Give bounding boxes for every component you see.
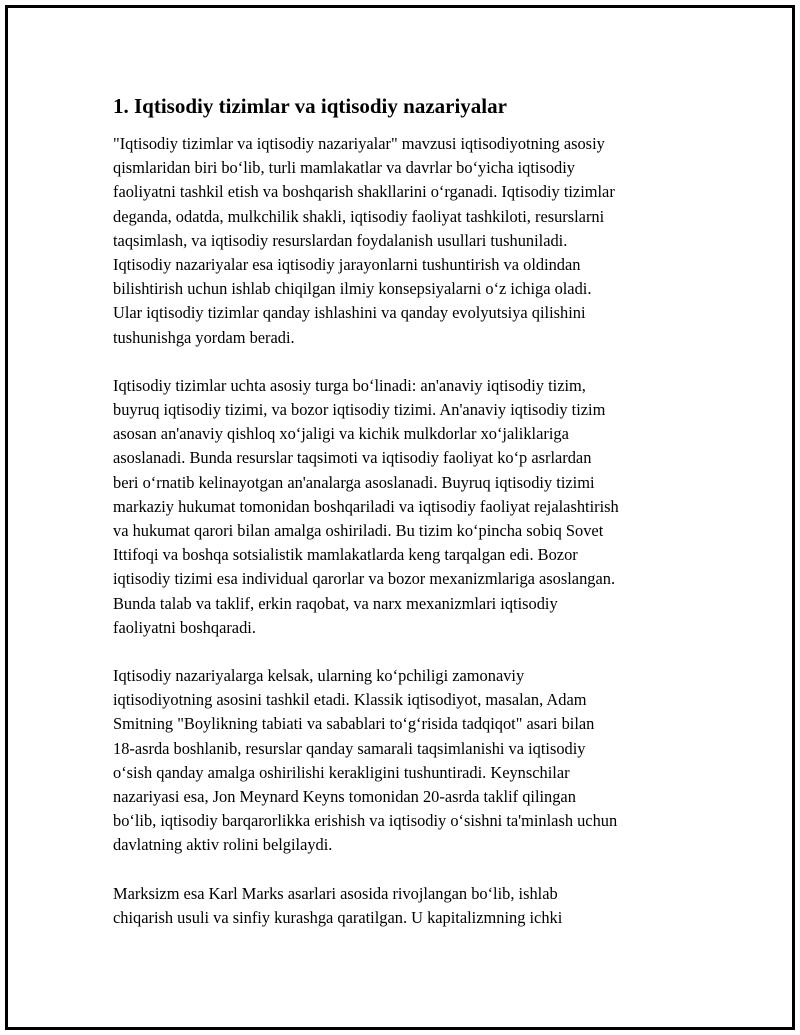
text-line: bo‘lib, iqtisodiy barqarorlikka erishish va iqtisodiy o‘sishni ta'minlash uchun [113, 811, 618, 831]
paragraph [113, 132, 688, 350]
text-line: "Iqtisodiy tizimlar va iqtisodiy nazariyalar" mavzusi iqtisodiyotning asosiy [113, 134, 605, 153]
text-line: Marksizm esa Karl Marks asarlari asosida rivojlangan bo‘lib, ishlab [113, 883, 558, 903]
text-line: markaziy hukumat tomonidan boshqariladi va iqtisodiy faoliyat rejalashtirish [113, 496, 619, 516]
text-line: Ular iqtisodiy tizimlar qanday ishlashini va qanday evolyutsiya qilishini [113, 303, 586, 323]
text-line: Iqtisodiy tizimlar uchta asosiy turga bo‘linadi: an'anaviy iqtisodiy tizim, [113, 375, 586, 395]
text-line: bilishtirish uchun ishlab chiqilgan ilmiy konsepsiyalarni o‘z ichiga oladi. [113, 279, 592, 299]
text-line: qismlaridan biri bo‘lib, turli mamlakatlar va davrlar bo‘yicha iqtisodiy [113, 158, 576, 178]
text-line: davlatning aktiv rolini belgilaydi. [113, 835, 333, 855]
text-line: Smitning "Boylikning tabiati va sabablari to‘g‘risida tadqiqot" asari bilan [113, 714, 595, 734]
paragraph [113, 374, 688, 640]
paragraph [113, 882, 688, 930]
text-line: buyruq iqtisodiy tizimi, va bozor iqtisodiy tizimi. An'anaviy iqtisodiy tizim [113, 400, 606, 420]
text-line: faoliyatni boshqaradi. [113, 617, 256, 637]
text-line: Ittifoqi va boshqa sotsialistik mamlakatlarda keng tarqalgan edi. Bozor [113, 545, 578, 565]
text-line: beri o‘rnatib kelinayotgan an'analarga asoslanadi. Buyruq iqtisodiy tizimi [113, 472, 595, 492]
text-line: 18-asrda boshlanib, resurslar qanday samarali taqsimlanishi va iqtisodiy [113, 738, 586, 758]
text-line: asoslanadi. Bunda resurslar taqsimoti va iqtisodiy faoliyat ko‘p asrlardan [113, 448, 592, 468]
paragraphs-container [113, 132, 688, 930]
text-line: va hukumat qarori bilan amalga oshiriladi. Bu tizim ko‘pincha sobiq Sovet [113, 521, 604, 541]
text-line: chiqarish usuli va sinfiy kurashga qaratilgan. U kapitalizmning ichki [113, 907, 563, 927]
text-line: taqsimlash, va iqtisodiy resurslardan foydalanish usullari tushuniladi. [113, 230, 568, 250]
section-title: 1. Iqtisodiy tizimlar va iqtisodiy nazariyalar [113, 94, 507, 118]
text-line: iqtisodiyotning asosini tashkil etadi. Klassik iqtisodiyot, masalan, Adam [113, 690, 587, 710]
text-line: Iqtisodiy nazariyalarga kelsak, ularning ko‘pchiligi zamonaviy [113, 666, 525, 686]
text-line: asosan an'anaviy qishloq xo‘jaligi va kichik mulkdorlar xo‘jaliklariga [113, 424, 569, 444]
document-body [113, 92, 688, 954]
text-line: faoliyatni tashkil etish va boshqarish shakllarini o‘rganadi. Iqtisodiy tizimlar [113, 182, 615, 202]
text-line: Iqtisodiy nazariyalar esa iqtisodiy jarayonlarni tushuntirish va oldindan [113, 255, 581, 275]
paragraph [113, 664, 688, 858]
text-line: iqtisodiy tizimi esa individual qarorlar va bozor mexanizmlariga asoslangan. [113, 569, 616, 589]
text-line: nazariyasi esa, Jon Meynard Keyns tomonidan 20-asrda taklif qilingan [113, 787, 576, 807]
text-line: Bunda talab va taklif, erkin raqobat, va narx mexanizmlari iqtisodiy [113, 593, 558, 613]
text-line: deganda, odatda, mulkchilik shakli, iqtisodiy faoliyat tashkiloti, resurslarni [113, 206, 605, 226]
text-line: tushunishga yordam beradi. [113, 327, 295, 347]
text-line: o‘sish qanday amalga oshirilishi kerakligini tushuntiradi. Keynschilar [113, 762, 570, 782]
